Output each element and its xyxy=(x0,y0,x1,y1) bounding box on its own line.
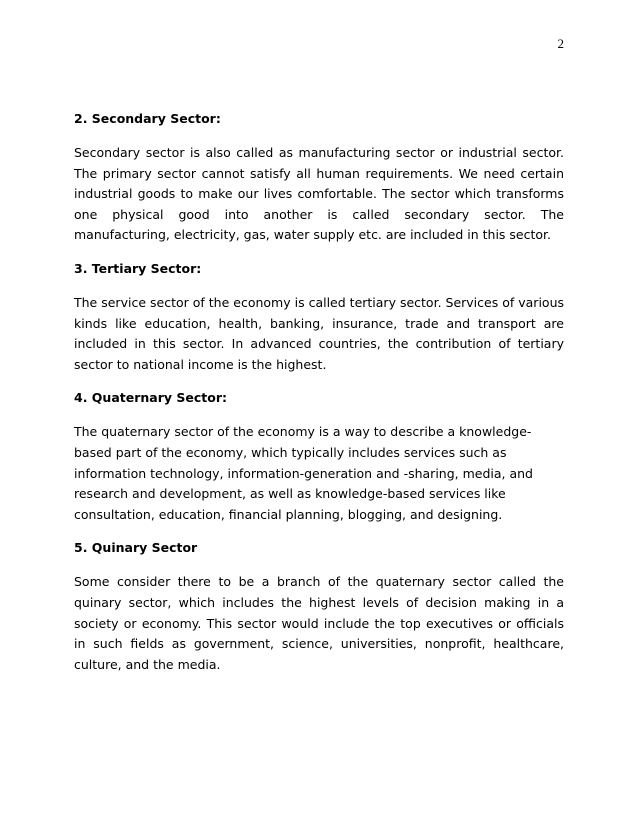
section-body-quinary: Some consider there to be a branch of the quaternary sector called the quinary sector, which includes the highest levels of decision making in a society or economy. This sector would include the top executives or officials in such fields as government, science, universities, nonprofit, healthcare, culture, and the media. xyxy=(74,574,564,672)
section-heading-quinary: 5. Quinary Sector xyxy=(74,540,198,556)
section-body-secondary: Secondary sector is also called as manufacturing sector or industrial sector. The primary sector cannot satisfy all human requirements. We need certain industrial goods to make our lives comfortable. The sector which transforms one physical good into another is called secondary sector. The manufacturing, electricity, gas, water supply etc. are included in this sector. xyxy=(74,145,564,243)
section-body-quaternary: The quaternary sector of the economy is a way to describe a knowledge-based part of the economy, which typically includes services such as information technology, information-generation and -sharing, media, and research and development, as well as knowledge-based services like consultation, education, financial planning, blogging, and designing. xyxy=(74,424,533,522)
section-heading-tertiary: 3. Tertiary Sector: xyxy=(74,260,202,276)
document-body xyxy=(74,110,564,685)
section-heading-secondary: 2. Secondary Sector: xyxy=(74,111,221,126)
section-heading-quaternary: 4. Quaternary Sector: xyxy=(74,390,227,406)
page-number: 2 xyxy=(557,36,564,51)
section-body-tertiary: The service sector of the economy is called tertiary sector. Services of various kinds like education, health, banking, insurance, trade and transport are included in this sector. In advanced countries, the contribution of tertiary sector to national income is the highest. xyxy=(74,294,564,372)
